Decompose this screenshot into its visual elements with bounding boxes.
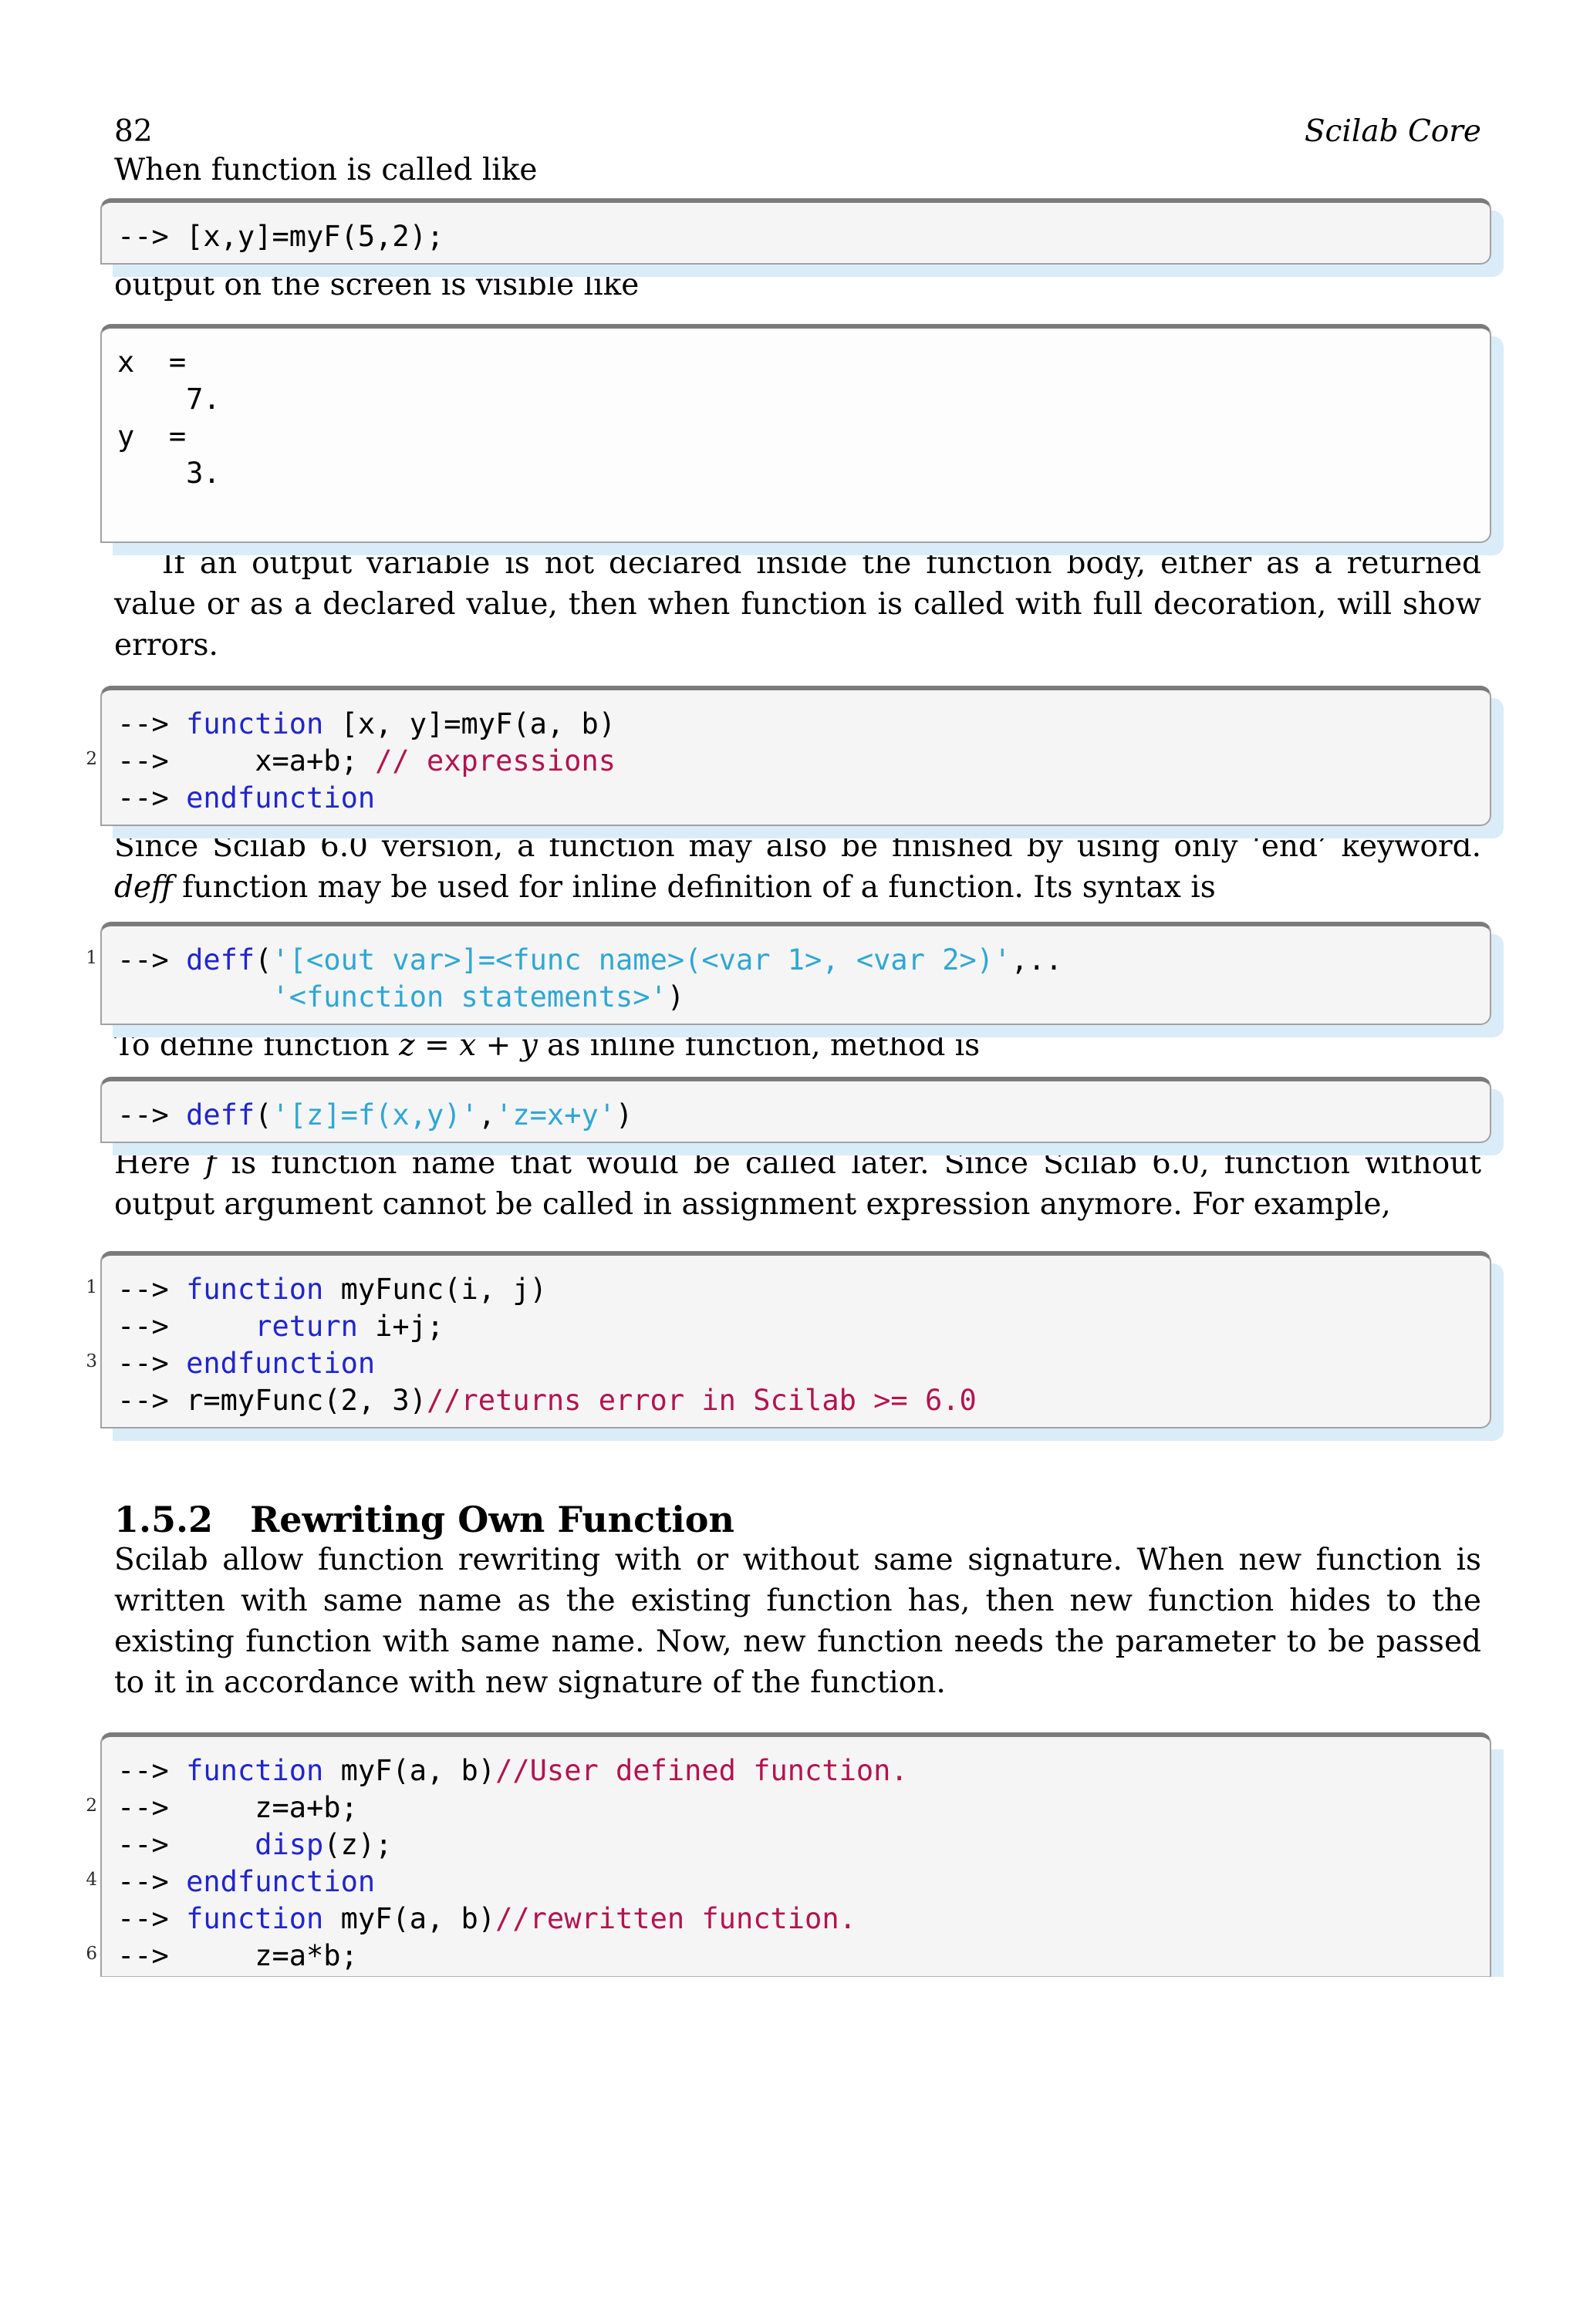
code-text: myFunc(i, j) xyxy=(323,1273,547,1306)
code-text: --> xyxy=(117,1310,255,1343)
code-text: --> xyxy=(117,1273,187,1306)
section-title: Rewriting Own Function xyxy=(250,1499,734,1540)
code-line xyxy=(117,1308,1482,1345)
code-text: i+j; xyxy=(357,1310,444,1343)
code-keyword: endfunction xyxy=(186,781,376,815)
code-line xyxy=(86,1864,1482,1901)
code-text: ) xyxy=(616,1098,633,1132)
paragraph-here-f xyxy=(114,1143,1481,1225)
code-text: (z); xyxy=(323,1828,393,1861)
paragraph-when-called xyxy=(114,150,1481,191)
section-heading xyxy=(114,1499,1491,1540)
line-number: 1 xyxy=(86,1277,97,1297)
italic-text-run: x xyxy=(459,1028,477,1063)
paragraph-output-variable xyxy=(114,543,1481,666)
text-run: output on the screen is visible like xyxy=(114,268,640,302)
line-number: 2 xyxy=(86,749,97,769)
code-text: ,.. xyxy=(1011,943,1063,976)
code-text: myF(a, b) xyxy=(323,1754,496,1787)
italic-text-run: y xyxy=(520,1028,538,1063)
code-keyword: deff xyxy=(186,943,255,976)
code-line xyxy=(86,1789,1482,1826)
code-text: --> xyxy=(117,1754,187,1787)
paragraph-define-inline xyxy=(114,1025,1481,1066)
paragraph-rewriting xyxy=(114,1540,1481,1703)
paragraph-since-scilab6 xyxy=(114,826,1481,908)
code-text: --> z=a*b; xyxy=(117,1939,358,1972)
code-string: '[z]=f(x,y)' xyxy=(272,1098,478,1132)
line-number: 4 xyxy=(86,1870,97,1890)
code-keyword: disp xyxy=(255,1828,324,1861)
text-run: To define function xyxy=(114,1028,400,1063)
code-comment: // expressions xyxy=(375,744,616,777)
code-keyword: deff xyxy=(186,1098,255,1132)
text-run: When function is called like xyxy=(114,153,538,187)
code-text: x = xyxy=(117,346,187,379)
code-keyword: function xyxy=(186,1754,324,1787)
text-run: is function name that would be called later. Since Scilab 6.0, function without output argument cannot be called in assignment expression anymore. For example, xyxy=(114,1146,1481,1222)
code-line xyxy=(117,218,1482,255)
code-text: ( xyxy=(255,943,272,976)
code-text: ( xyxy=(255,1098,272,1132)
code-text: --> z=a+b; xyxy=(117,1791,358,1824)
code-line xyxy=(117,979,1482,1016)
page-number: 82 xyxy=(114,114,153,149)
code-string: '<function statements>' xyxy=(272,980,667,1014)
code-line xyxy=(117,455,1482,492)
code-line xyxy=(117,1826,1482,1864)
text-run: If an output variable is not declared inside the function body, either as a returned value or as a declared value, then when function is called with full decoration, will show errors. xyxy=(114,546,1481,663)
code-text: --> xyxy=(117,1828,255,1861)
code-line xyxy=(117,706,1482,743)
code-box-output-screen xyxy=(100,324,1491,543)
line-number: 3 xyxy=(86,1351,97,1371)
code-text: --> xyxy=(117,943,187,976)
code-box-call-myf xyxy=(100,198,1491,265)
section-number: 1.5.2 xyxy=(114,1499,214,1540)
code-text: 7. xyxy=(117,383,221,416)
code-box-rewrite-myf xyxy=(86,1732,1491,1977)
code-box-function-myf xyxy=(86,686,1491,826)
italic-text-run: z xyxy=(399,1028,415,1063)
code-comment: //User defined function. xyxy=(495,1754,908,1787)
code-text xyxy=(117,980,272,1014)
text-run: Here xyxy=(114,1146,205,1181)
code-text: myF(a, b) xyxy=(323,1902,496,1935)
paragraph-output-visible xyxy=(114,265,1481,305)
code-line xyxy=(117,1382,1482,1419)
code-text: --> xyxy=(117,781,187,815)
text-run: Since Scilab 6.0 version, a function may also be finished by using only ‘end’ keyword. xyxy=(114,829,1481,864)
page-header xyxy=(114,114,1481,150)
code-line xyxy=(117,381,1482,418)
code-box-deff-syntax xyxy=(86,922,1491,1025)
running-title: Scilab Core xyxy=(1304,114,1481,149)
code-text: --> xyxy=(117,1865,187,1898)
line-number: 2 xyxy=(86,1796,97,1816)
code-comment: //returns error in Scilab >= 6.0 xyxy=(426,1384,977,1417)
code-text: ) xyxy=(667,980,685,1014)
text-run: function may be used for inline definition of a function. Its syntax is xyxy=(172,870,1216,905)
code-text: --> x=a+b; xyxy=(117,744,376,777)
code-keyword: return xyxy=(255,1310,358,1343)
code-text: --> [x,y]=myF(5,2); xyxy=(117,220,444,253)
text-run: = xyxy=(414,1028,460,1063)
code-text: --> xyxy=(117,1902,187,1935)
line-number: 6 xyxy=(86,1944,97,1964)
text-run: + xyxy=(476,1028,521,1063)
code-keyword: endfunction xyxy=(186,1347,376,1380)
code-keyword: function xyxy=(186,1273,324,1306)
code-text: y = xyxy=(117,420,187,453)
code-line xyxy=(86,942,1482,979)
code-line xyxy=(117,344,1482,381)
code-text: --> xyxy=(117,1347,187,1380)
code-text: --> xyxy=(117,1098,187,1132)
code-line xyxy=(117,418,1482,455)
code-line xyxy=(86,1271,1482,1308)
line-number: 1 xyxy=(86,948,97,968)
code-line xyxy=(86,1345,1482,1382)
code-keyword: function xyxy=(186,707,324,740)
code-line xyxy=(117,780,1482,817)
code-keyword: endfunction xyxy=(186,1865,376,1898)
code-line xyxy=(86,1938,1482,1975)
code-line xyxy=(117,1097,1482,1134)
text-run: Scilab allow function rewriting with or without same signature. When new function is written with same name as the existing function has, then new function hides to the existing function with same name. Now, new function needs the parameter to be passed to it in accordance with new signature of the function. xyxy=(114,1543,1481,1700)
code-keyword: function xyxy=(186,1902,324,1935)
italic-text-run: f xyxy=(205,1146,217,1181)
code-text: , xyxy=(478,1098,496,1132)
code-string: 'z=x+y' xyxy=(495,1098,616,1132)
code-text: --> xyxy=(117,707,187,740)
code-line xyxy=(117,1901,1482,1938)
code-text: --> r=myFunc(2, 3) xyxy=(117,1384,427,1417)
text-run: as inline function, method is xyxy=(537,1028,981,1063)
code-box-deff-inline xyxy=(100,1077,1491,1143)
code-text: [x, y]=myF(a, b) xyxy=(323,707,616,740)
code-string: '[<out var>]=<func name>(<var 1>, <var 2>)' xyxy=(272,943,1011,976)
italic-text-run: deff xyxy=(114,870,173,905)
code-line xyxy=(86,743,1482,780)
code-comment: //rewritten function. xyxy=(495,1902,856,1935)
code-text: 3. xyxy=(117,457,221,490)
code-line xyxy=(117,1752,1482,1789)
code-box-myfunc-return xyxy=(86,1251,1491,1428)
